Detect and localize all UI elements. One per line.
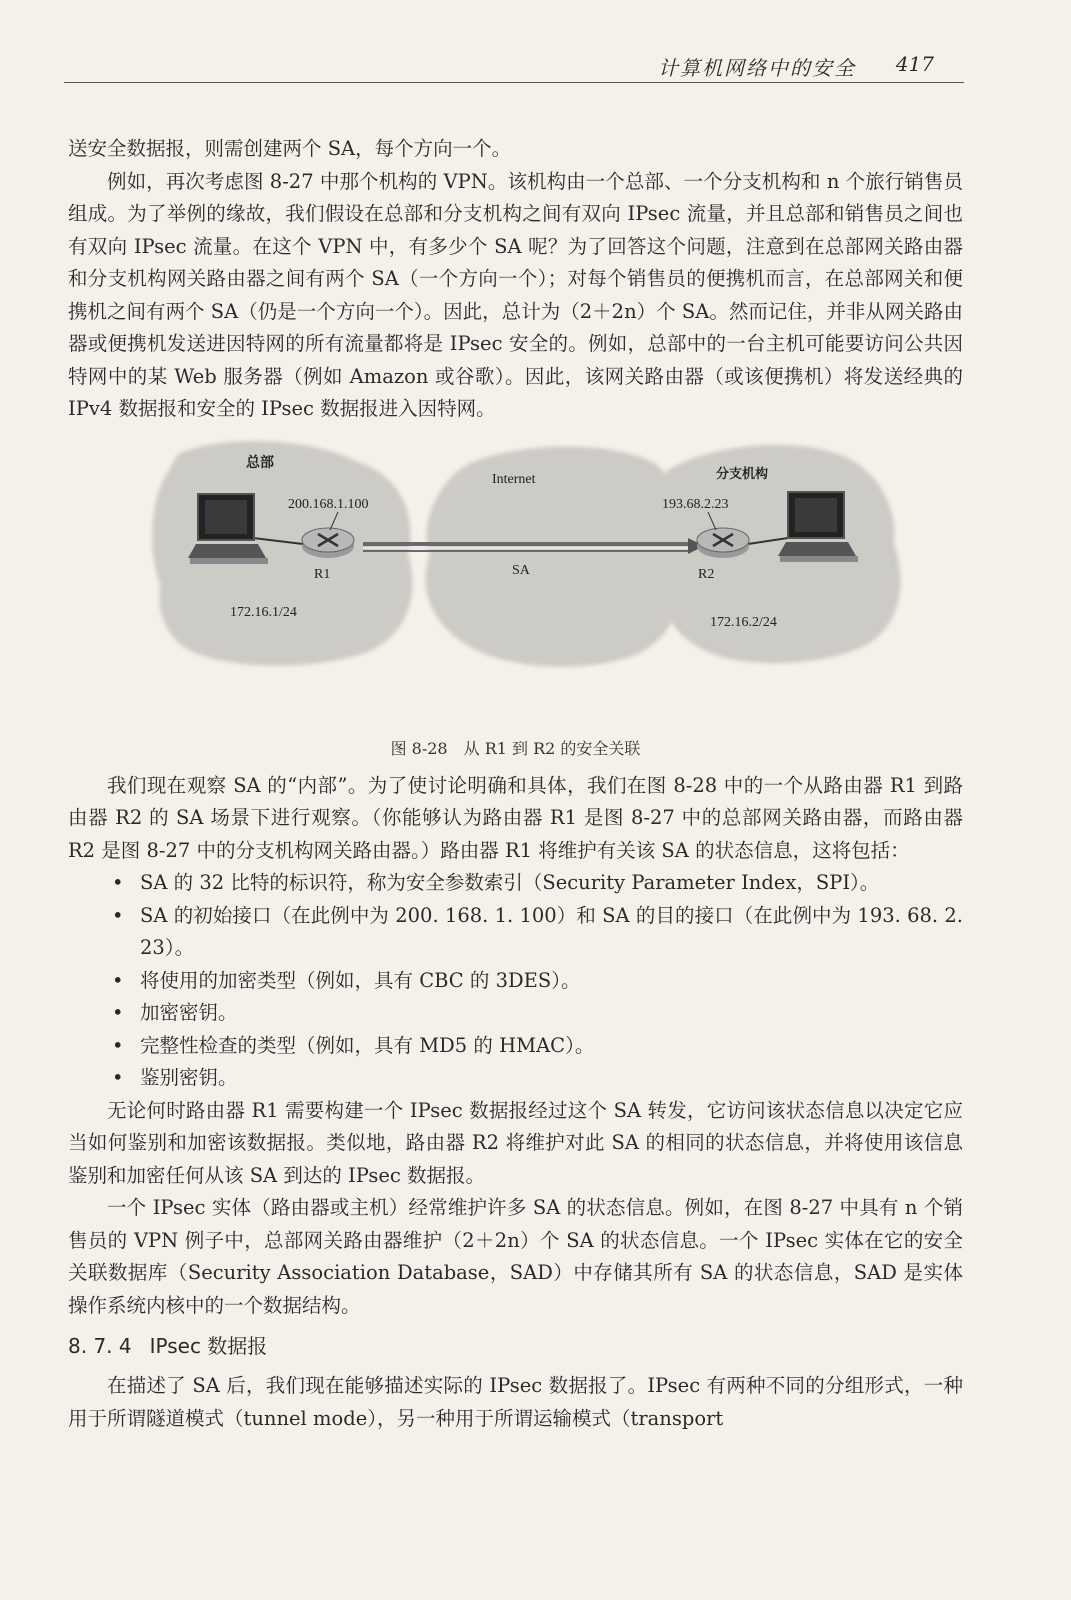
paragraph-2: 我们现在观察 SA 的“内部”。为了使讨论明确和具体，我们在图 8-28 中的一个从路由器 R1 到路由器 R2 的 SA 场景下进行观察。（你能够认为路由器 R1 是图 8-27 中的总部网关路由器，而路由器 R2 是图 8-27 中的分支机构网关路由器。）路由器 R1 将维护有关该 SA 的状态信息，这将包括： [68, 773, 963, 862]
label-ip-r1: 200.168.1.100 [288, 496, 369, 512]
bullet-dot: • [112, 903, 124, 927]
branch-cloud [654, 444, 901, 662]
list-item: • 将使用的加密类型（例如，具有 CBC 的 3DES）。 [108, 965, 963, 998]
bullet-dot: • [112, 871, 124, 894]
list-item: • SA 的 32 比特的标识符，称为安全参数索引（Security Parameter Index，SPI）。 [108, 867, 963, 900]
router-r1-icon [302, 528, 354, 558]
bullet-dot: • [112, 1066, 124, 1089]
running-header [64, 48, 964, 83]
list-item: • 鉴别密钥。 [108, 1062, 963, 1095]
internet-cloud [425, 446, 679, 666]
label-internet: Internet [492, 471, 536, 487]
section-heading [68, 1330, 963, 1362]
label-subnet-right: 172.16.2/24 [710, 614, 777, 630]
paragraph-0: 送安全数据报，则需创建两个 SA，每个方向一个。 [68, 137, 512, 160]
label-ip-r2: 193.68.2.23 [662, 496, 729, 512]
label-r1: R1 [314, 566, 331, 582]
label-r2: R2 [698, 566, 715, 582]
label-branch: 分支机构 [716, 466, 769, 482]
label-subnet-left: 172.16.1/24 [230, 604, 297, 620]
list-item: • 完整性检查的类型（例如，具有 MD5 的 HMAC）。 [108, 1030, 963, 1063]
paragraph-4: 一个 IPsec 实体（路由器或主机）经常维护许多 SA 的状态信息。例如，在图 8-27 中具有 n 个销售员的 VPN 例子中，总部网关路由器维护（2＋2n）个 SA 的状态信息。一个 IPsec 实体在它的安全关联数据库（Security Association Database，SAD）中存储其所有 SA 的状态信息，SAD 是实体操作系统内核中的一个数据结构。 [68, 1196, 963, 1317]
network-diagram [68, 434, 963, 734]
page-body [68, 133, 963, 1435]
page-number: 417 [895, 52, 934, 76]
paragraph-1: 例如，再次考虑图 8-27 中那个机构的 VPN。该机构由一个总部、一个分支机构和 n 个旅行销售员组成。为了举例的缘故，我们假设在总部和分支机构之间有双向 IPsec 流量，并且总部和销售员之间也有双向 IPsec 流量。在这个 VPN 中，有多少个 SA 呢？为了回答这个问题，注意到在总部网关路由器和分支机构网关路由器之间有两个 SA（一个方向一个）；对每个销售员的便携机而言，在总部网关和便携机之间有两个 SA（仍是一个方向一个）。因此，总计为（2＋2n）个 SA。然而记住，并非从网关路由器或便携机发送进因特网的所有流量都将是 IPsec 安全的。例如，总部中的一台主机可能要访问公共因特网中的某 Web 服务器（例如 Amazon 或谷歌）。因此，该网关路由器（或该便携机）将发送经典的 IPv4 数据报和安全的 IPsec 数据报进入因特网。 [68, 169, 963, 420]
router-r2-icon [697, 528, 749, 558]
bullet-list [68, 867, 963, 1095]
bullet-dot: • [112, 1001, 124, 1024]
bullet-dot: • [112, 968, 124, 992]
figure-8-28 [68, 434, 963, 734]
label-hq: 总部 [246, 454, 274, 471]
paragraph-3: 无论何时路由器 R1 需要构建一个 IPsec 数据报经过这个 SA 转发，它访问该状态信息以决定它应当如何鉴别和加密该数据报。类似地，路由器 R2 将维护对此 SA 的相同的状态信息，并将使用该信息鉴别和加密任何从该 SA 到达的 IPsec 数据报。 [68, 1098, 963, 1187]
list-item: • SA 的初始接口（在此例中为 200. 168. 1. 100）和 SA 的目的接口（在此例中为 193. 68. 2. 23）。 [108, 900, 963, 965]
section-number: 8. 7. 4 [68, 1334, 132, 1358]
figure-caption: 图 8-28 从 R1 到 R2 的安全关联 [390, 738, 641, 758]
label-sa: SA [512, 562, 530, 578]
paragraph-5: 在描述了 SA 后，我们现在能够描述实际的 IPsec 数据报了。IPsec 有两种不同的分组形式，一种用于所谓隧道模式（tunnel mode），另一种用于所谓运输模式（transport [68, 1374, 963, 1430]
bullet-dot: • [112, 1033, 124, 1057]
list-item: • 加密密钥。 [108, 997, 963, 1030]
section-title: IPsec 数据报 [149, 1334, 268, 1358]
running-title: 计算机网络中的安全 [658, 56, 856, 80]
